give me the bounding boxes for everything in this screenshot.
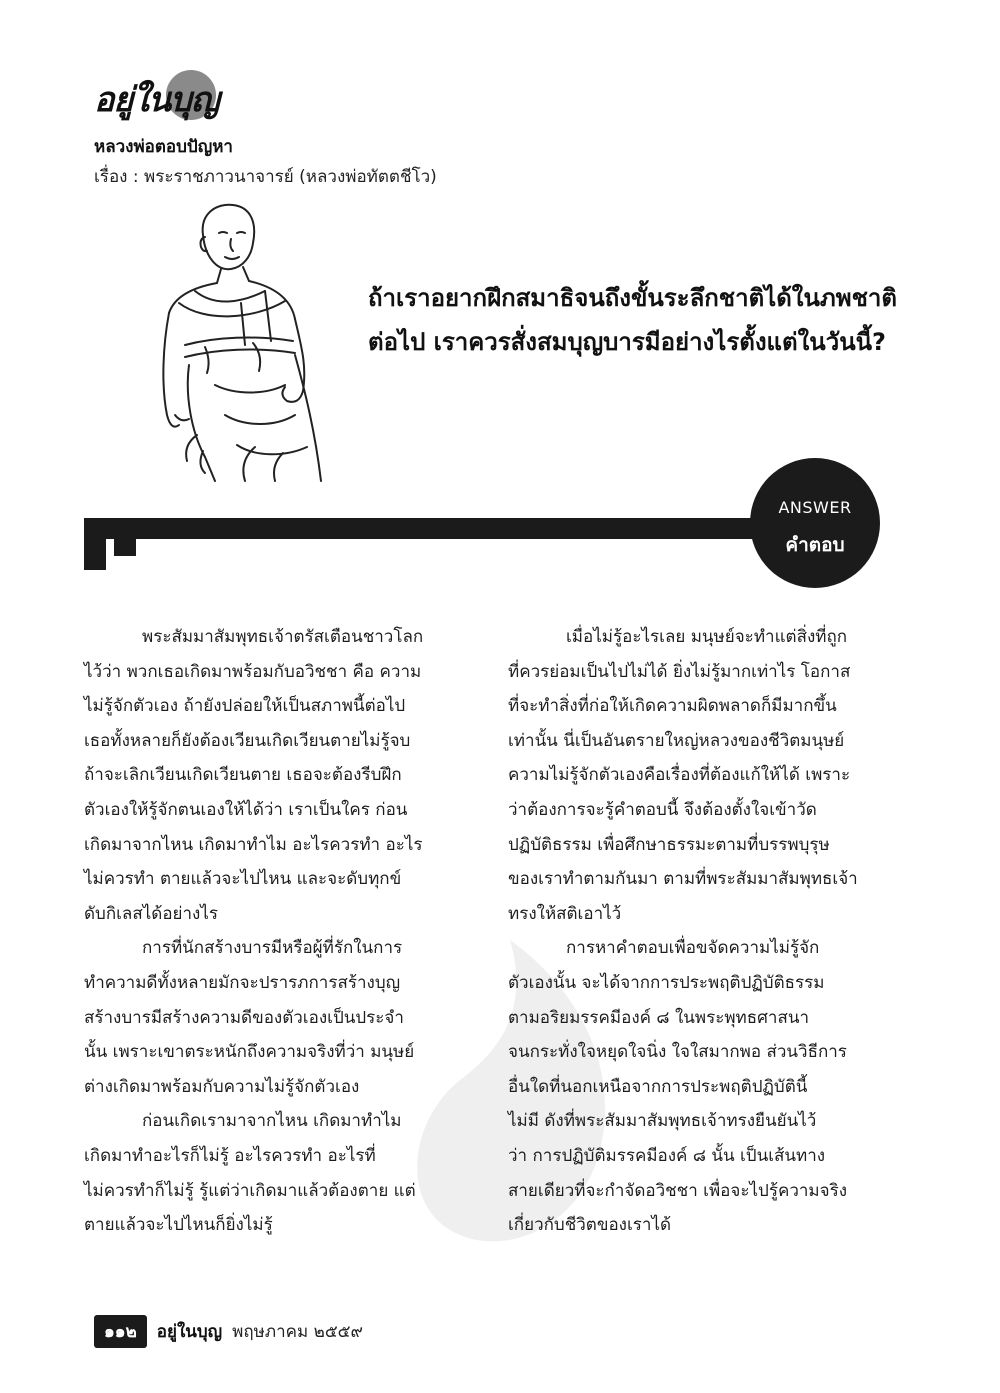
text-line: ต่างเกิดมาพร้อมกับความไม่รู้จักตัวเอง: [84, 1076, 360, 1097]
text-line: เมื่อไม่รู้อะไรเลย มนุษย์จะทำแต่สิ่งที่ถูก: [566, 627, 848, 647]
text-line: เท่านั้น นี่เป็นอันตรายใหญ่หลวงของชีวิตมนุษย์: [508, 730, 845, 751]
answer-label-en: ANSWER: [778, 498, 852, 517]
text-line: ไม่รู้จักตัวเอง ถ้ายังปล่อยให้เป็นสภาพนี้ต่อไป: [84, 696, 406, 717]
text-line: พระสัมมาสัมพุทธเจ้าตรัสเตือนชาวโลก: [142, 627, 424, 647]
monk-sketch-icon: [145, 195, 345, 485]
text-line: ว่าต้องการจะรู้คำตอบนี้ จึงต้องตั้งใจเข้าวัด: [508, 799, 817, 820]
text-line: ที่ควรย่อมเป็นไปไม่ได้ ยิ่งไม่รู้มากเท่าไร โอกาส: [508, 661, 851, 682]
text-line: ไว้ว่า พวกเธอเกิดมาพร้อมกับอวิชชา คือ ความ: [84, 661, 422, 682]
logo-text: อยู่ในบุญ: [94, 80, 219, 120]
paragraph: [84, 931, 466, 1104]
paragraph: [508, 931, 890, 1242]
magazine-name: อยู่ในบุญ: [156, 1321, 223, 1342]
text-line: ไม่มี ดังที่พระสัมมาสัมพุทธเจ้าทรงยืนยันไว้: [508, 1111, 817, 1132]
text-line: สร้างบารมีสร้างความดีของตัวเองเป็นประจำ: [84, 1007, 404, 1028]
answer-badge: [750, 458, 880, 588]
question-text: [368, 276, 897, 364]
question-line: ต่อไป เราควรสั่งสมบุญบารมีอย่างไรตั้งแต่ในวันนี้?: [368, 328, 886, 356]
text-line: ไม่ควรทำ ตายแล้วจะไปไหน และจะดับทุกข์: [84, 869, 402, 890]
answer-label-th: คำตอบ: [785, 534, 845, 556]
answer-divider-bar: [84, 518, 784, 539]
question-line: ถ้าเราอยากฝึกสมาธิจนถึงขั้นระลึกชาติได้ในภพชาติ: [368, 284, 897, 312]
divider-tab: [84, 518, 106, 570]
text-line: นั้น เพราะเขาตระหนักถึงความจริงที่ว่า มนุษย์: [84, 1042, 415, 1063]
text-line: การหาคำตอบเพื่อขจัดความไม่รู้จัก: [566, 938, 820, 959]
text-line: เธอทั้งหลายก็ยังต้องเวียนเกิดเวียนตายไม่รู้จบ: [84, 730, 411, 751]
text-line: ดับกิเลสได้อย่างไร: [84, 903, 219, 924]
magazine-logo: [94, 68, 234, 124]
text-line: ความไม่รู้จักตัวเองคือเรื่องที่ต้องแก้ให้ได้ เพราะ: [508, 765, 851, 786]
text-line: ถ้าจะเลิกเวียนเกิดเวียนตาย เธอจะต้องรีบฝึก: [84, 765, 402, 786]
text-line: เกิดมาทำอะไรก็ไม่รู้ อะไรควรทำ อะไรที่: [84, 1145, 376, 1166]
text-line: อื่นใดที่นอกเหนือจากการประพฤติปฏิบัตินี้: [508, 1076, 808, 1097]
text-line: เกี่ยวกับชีวิตของเราได้: [508, 1215, 672, 1236]
text-line: ตัวเองให้รู้จักตนเองให้ได้ว่า เราเป็นใคร ก่อน: [84, 799, 408, 820]
text-line: ทรงให้สติเอาไว้: [508, 903, 622, 924]
paragraph: [84, 1104, 466, 1242]
text-line: ก่อนเกิดเรามาจากไหน เกิดมาทำไม: [142, 1111, 402, 1132]
text-line: ตามอริยมรรคมีองค์ ๘ ในพระพุทธศาสนา: [508, 1007, 810, 1028]
column-title: หลวงพ่อตอบปัญหา: [94, 137, 233, 157]
issue-date: พฤษภาคม ๒๕๕๙: [232, 1321, 364, 1342]
paragraph: [508, 620, 890, 931]
page-number: ๑๑๒: [94, 1315, 147, 1348]
text-line: ว่า การปฏิบัติมรรคมีองค์ ๘ นั้น เป็นเส้นทาง: [508, 1145, 826, 1166]
text-line: ตัวเองนั้น จะได้จากการประพฤติปฏิบัติธรรม: [508, 972, 825, 993]
divider-tab: [114, 518, 136, 556]
text-line: เกิดมาจากไหน เกิดมาทำไม อะไรควรทำ อะไร: [84, 834, 423, 855]
body-column-left: [84, 620, 466, 1243]
body-column-right: [508, 620, 890, 1243]
text-line: ทำความดีทั้งหลายมักจะปรารภการสร้างบุญ: [84, 972, 401, 993]
page-footer: [94, 1314, 363, 1348]
text-line: ที่จะทำสิ่งที่ก่อให้เกิดความผิดพลาดก็มีมากขึ้น: [508, 696, 837, 717]
paragraph: [84, 620, 466, 931]
text-line: ปฏิบัติธรรม เพื่อศึกษาธรรมะตามที่บรรพบุรุษ: [508, 834, 830, 855]
text-line: ของเราทำตามกันมา ตามที่พระสัมมาสัมพุทธเจ้า: [508, 869, 858, 890]
byline: เรื่อง : พระราชภาวนาจารย์ (หลวงพ่อทัตตชีโว): [94, 167, 437, 187]
text-line: ไม่ควรทำก็ไม่รู้ รู้แต่ว่าเกิดมาแล้วต้องตาย แต่: [84, 1180, 416, 1201]
text-line: ตายแล้วจะไปไหนก็ยิ่งไม่รู้: [84, 1215, 273, 1236]
text-line: จนกระทั่งใจหยุดใจนิ่ง ใจใสมากพอ ส่วนวิธีการ: [508, 1042, 847, 1063]
text-line: การที่นักสร้างบารมีหรือผู้ที่รักในการ: [142, 938, 403, 959]
text-line: สายเดียวที่จะกำจัดอวิชชา เพื่อจะไปรู้ความจริง: [508, 1180, 848, 1201]
